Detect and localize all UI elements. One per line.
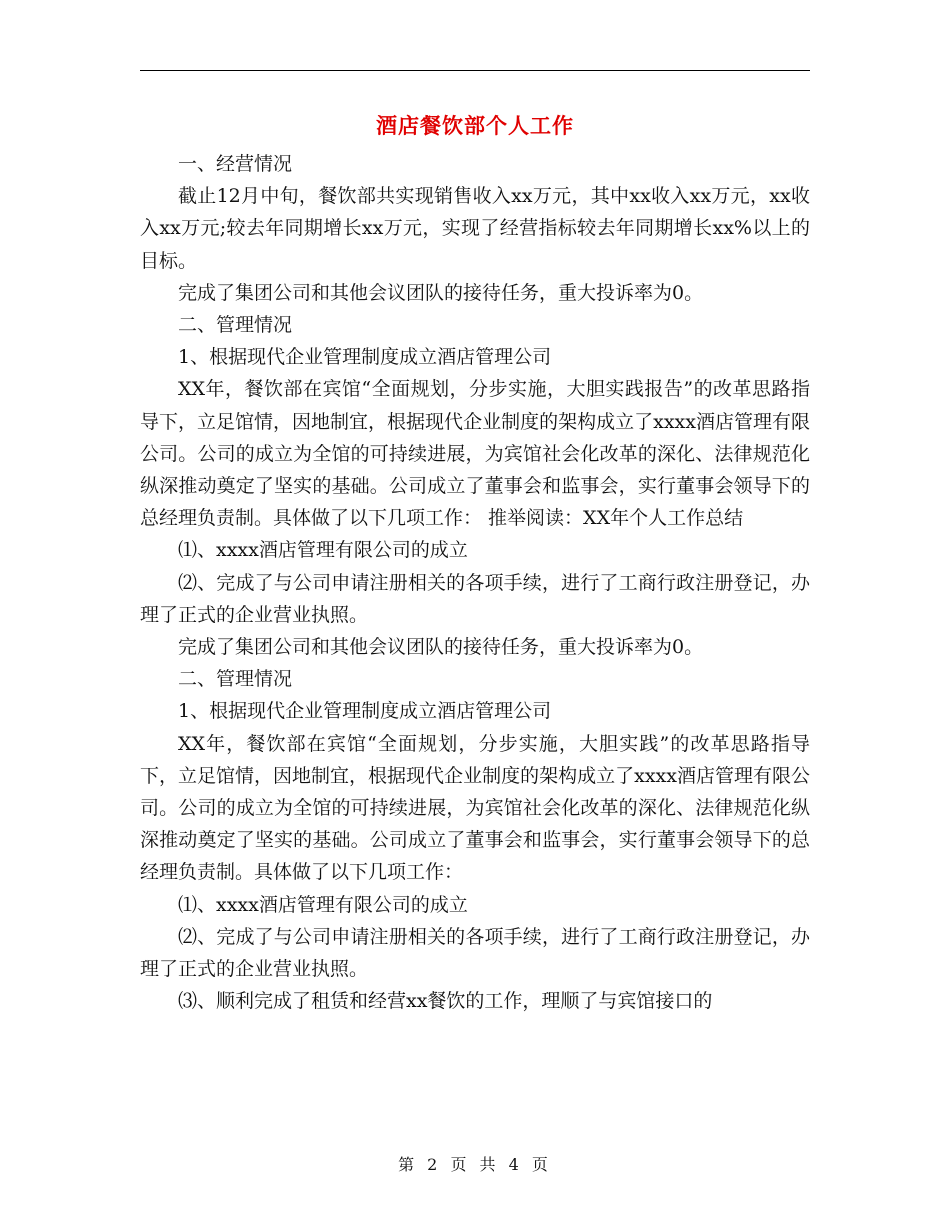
paragraph: 完成了集团公司和其他会议团队的接待任务，重大投诉率为0。 (178, 281, 704, 304)
paragraph: ⑵、完成了与公司申请注册相关的各项手续，进行了工商行政注册登记，办理了正式的企业营业执照。 (140, 571, 810, 626)
paragraph: ⑴、xxxx酒店管理有限公司的成立 (178, 893, 468, 916)
header-rule (140, 70, 810, 71)
paragraph: ⑵、完成了与公司申请注册相关的各项手续，进行了工商行政注册登记，办理了正式的企业营业执照。 (140, 925, 810, 981)
document-title: 酒店餐饮部个人工作 (376, 113, 574, 138)
paragraph: 一、经营情况 (178, 153, 293, 175)
paragraph: XX年，餐饮部在宾馆“全面规划，分步实施，大胆实践”的改革思路指导下，立足馆情，因地制宜，根据现代企业制度的架构成立了xxxx酒店管理有限公司。公司的成立为全馆的可持续进展，为宾馆社会化改革的深化、法律规范化纵深推动奠定了坚实的基础。公司成立了董事会和监事会，实行董事会领导下的总经理负责制。具体做了以下几项工作： (140, 732, 810, 884)
paragraph: 截止12月中旬，餐饮部共实现销售收入xx万元，其中xx收入xx万元，xx收入xx万元;较去年同期增长xx万元，实现了经营指标较去年同期增长xx%以上的目标。 (140, 185, 810, 272)
paragraph: ⑴、xxxx酒店管理有限公司的成立 (178, 539, 468, 562)
paragraph: 二、管理情况 (178, 314, 293, 337)
paragraph: XX年，餐饮部在宾馆“全面规划，分步实施，大胆实践报告”的改革思路指导下，立足馆情，因地制宜，根据现代企业制度的架构成立了xxxx酒店管理有限公司。公司的成立为全馆的可持续进展，为宾馆社会化改革的深化、法律规范化纵深推动奠定了坚实的基础。公司成立了董事会和监事会，实行董事会领导下的总经理负责制。具体做了以下几项工作： 推举阅读：XX年个人工作总结 (140, 378, 810, 530)
paragraph: 完成了集团公司和其他会议团队的接待任务，重大投诉率为0。 (178, 636, 704, 659)
page-footer: 第 2 页 共 4 页 (398, 1155, 552, 1174)
paragraph: 二、管理情况 (178, 668, 293, 691)
document-body (140, 148, 810, 1017)
paragraph: 1、根据现代企业管理制度成立酒店管理公司 (178, 700, 552, 723)
paragraph: ⑶、顺利完成了租赁和经营xx餐饮的工作，理顺了与宾馆接口的 (178, 990, 713, 1013)
paragraph: 1、根据现代企业管理制度成立酒店管理公司 (178, 346, 552, 369)
